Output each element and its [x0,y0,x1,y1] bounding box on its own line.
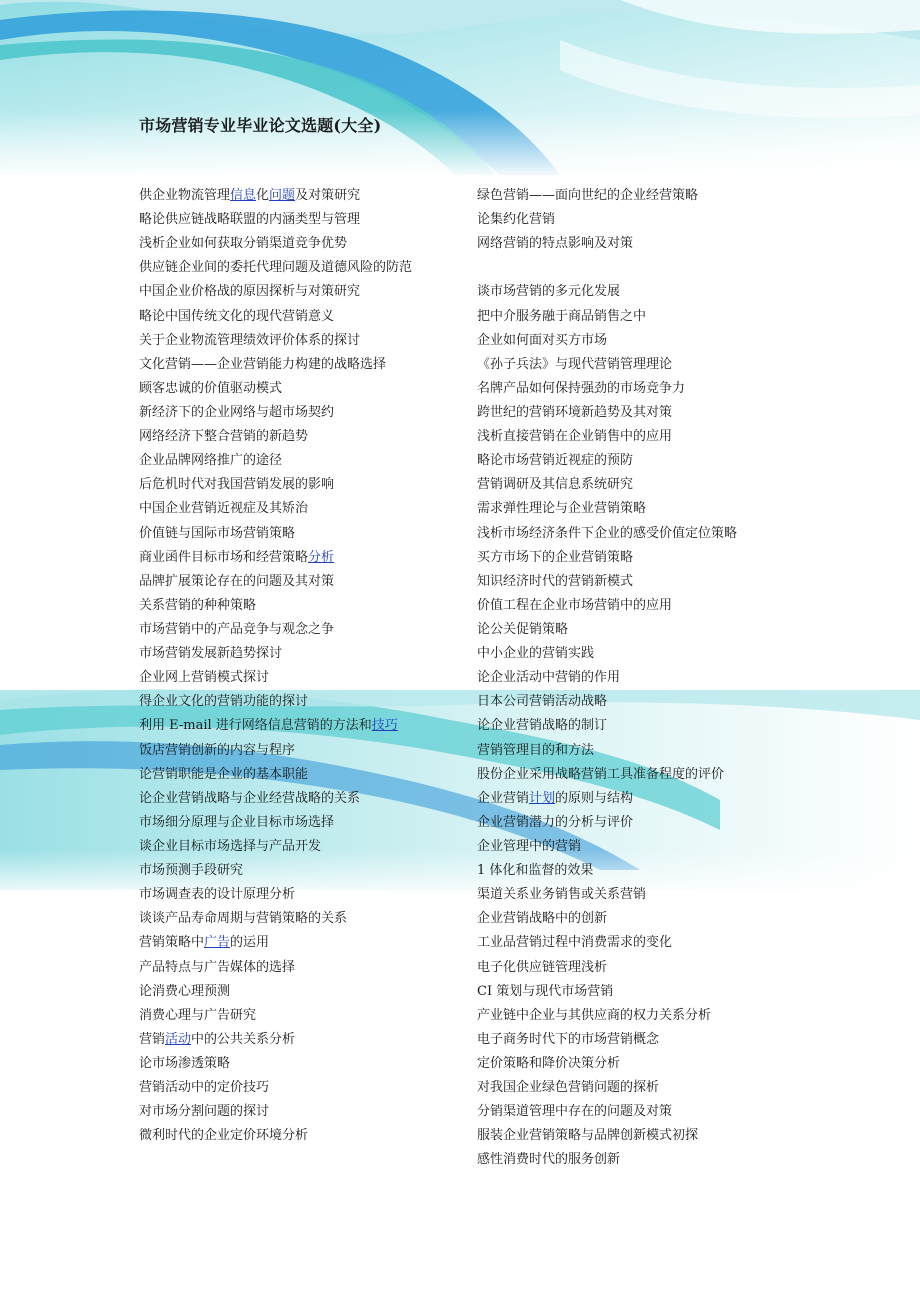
topic-item [477,522,777,546]
topic-keyword-link[interactable]: 广告 [204,935,231,951]
topic-item [477,377,777,401]
topic-text: 微利时代的企业定价环境分析 [139,1128,309,1144]
topic-text: 营销活动中的定价技巧 [139,1080,270,1096]
topic-text: 对我国企业绿色营销问题的探析 [477,1080,660,1096]
topic-text: 论市场渗透策略 [139,1055,231,1071]
topic-text: 企业营销 [477,790,530,806]
topic-text: 企业管理中的营销 [477,838,582,854]
topic-text: 浅析市场经济条件下企业的感受价值定位策略 [477,525,738,541]
topic-item [139,811,469,835]
topic-text: 谈企业目标市场选择与产品开发 [139,838,322,854]
topic-text: 的原则与结构 [555,790,634,806]
topic-text: 消费心理与广告研究 [139,1007,257,1023]
topic-item [477,1004,777,1028]
topic-item [477,401,777,425]
topic-text: 电子化供应链管理浅析 [477,959,608,975]
topic-text: 论企业营销战略与企业经营战略的关系 [139,790,361,806]
topic-item [477,763,777,787]
topic-text: 市场细分原理与企业目标市场选择 [139,814,335,830]
topic-item [477,1148,777,1172]
topic-item [139,401,469,425]
topic-text: 买方市场下的企业营销策略 [477,549,634,565]
topic-text: 新经济下的企业网络与超市场契约 [139,404,335,420]
topic-text: 浅析企业如何获取分销渠道竞争优势 [139,236,348,252]
topic-text: 价值工程在企业市场营销中的应用 [477,597,673,613]
topic-text: 定价策略和降价决策分析 [477,1055,621,1071]
topic-text: 企业营销战略中的创新 [477,911,608,927]
topic-text: 略论市场营销近视症的预防 [477,453,634,469]
topic-item [477,739,777,763]
topic-item [139,618,469,642]
topic-item [477,642,777,666]
topic-item [477,1076,777,1100]
topic-item [477,305,777,329]
topic-text: 利用 E-mail 进行网络信息营销的方法和 [139,718,372,734]
topic-item [477,256,777,280]
topic-item [477,1052,777,1076]
topic-item [477,907,777,931]
topic-text: 论企业活动中营销的作用 [477,670,621,686]
topic-item [139,1028,469,1052]
topic-text: 电子商务时代下的市场营销概念 [477,1031,660,1047]
topic-text: 分销渠道管理中存在的问题及对策 [477,1104,673,1120]
topic-text: 营销调研及其信息系统研究 [477,477,634,493]
topic-text: 论集约化营销 [477,212,556,228]
topic-keyword-link[interactable]: 分析 [308,549,335,565]
topic-text: 得企业文化的营销功能的探讨 [139,694,309,710]
topic-keyword-link[interactable]: 技巧 [371,718,398,734]
page-title: 市场营销专业毕业论文选题(大全) [139,116,382,135]
topic-text: 价值链与国际市场营销策略 [139,525,296,541]
topic-text: 文化营销——企业营销能力构建的战略选择 [139,356,387,372]
topic-item [477,353,777,377]
topic-item [139,473,469,497]
topic-item [477,449,777,473]
topic-text: 化 [256,188,270,203]
topic-text: 市场营销中的产品竞争与观念之争 [139,621,335,637]
topic-item [477,208,777,232]
topic-text: 网络经济下整合营销的新趋势 [139,429,309,445]
topic-text: 中国企业营销近视症及其矫治 [139,501,309,517]
topic-text: 品牌扩展策论存在的问题及其对策 [139,573,335,589]
topic-text: 产品特点与广告媒体的选择 [139,959,296,975]
topic-item [477,787,777,811]
topic-item [139,522,469,546]
topic-text: 感性消费时代的服务创新 [477,1152,621,1168]
topic-text: 浅析直接营销在企业销售中的应用 [477,429,673,445]
topic-item [139,497,469,521]
topic-item [139,1004,469,1028]
topic-text: 知识经济时代的营销新模式 [477,573,634,589]
topic-text: 中小企业的营销实践 [477,646,595,662]
topic-item [139,449,469,473]
left-topic-list [139,184,469,1148]
topic-text: 供应链企业间的委托代理问题及道德风险的防范 [139,260,413,276]
topic-item [139,425,469,449]
topic-item [477,232,777,256]
topic-item [477,859,777,883]
topic-text: 略论供应链战略联盟的内涵类型与管理 [139,212,361,228]
topic-text: 论企业营销战略的制订 [477,718,608,734]
topic-text: 企业如何面对买方市场 [477,332,608,348]
topic-text: 企业网上营销模式探讨 [139,670,270,686]
topic-item [477,1028,777,1052]
topic-text: 把中介服务融于商品销售之中 [477,308,647,324]
topic-text: 中国企业价格战的原因探析与对策研究 [139,284,361,300]
topic-item [477,184,777,208]
topic-item [139,280,469,304]
topic-item [139,232,469,256]
topic-text: 需求弹性理论与企业营销策略 [477,501,647,517]
topic-item [139,353,469,377]
topic-item [139,739,469,763]
topic-item [139,570,469,594]
topic-item [477,666,777,690]
topic-text: 论营销职能是企业的基本职能 [139,766,309,782]
topic-text: 论公关促销策略 [477,621,569,637]
topic-item [139,1076,469,1100]
topic-text: 及对策研究 [295,188,361,203]
topic-keyword-link[interactable]: 问题 [269,188,296,203]
topic-item [477,1100,777,1124]
topic-item [139,1124,469,1148]
topic-text: 谈市场营销的多元化发展 [477,284,621,300]
topic-item [139,329,469,353]
topic-item [139,256,469,280]
topic-item [139,907,469,931]
topic-text: 营销策略中 [139,935,205,951]
topic-item [139,377,469,401]
topic-text: 中的公共关系分析 [191,1031,296,1047]
topic-item [139,1100,469,1124]
topic-item [139,980,469,1004]
topic-text: 略论中国传统文化的现代营销意义 [139,308,335,324]
topic-text: 跨世纪的营销环境新趋势及其对策 [477,404,673,420]
topic-text: 渠道关系业务销售或关系营销 [477,887,647,903]
topic-text: 谈谈产品寿命周期与营销策略的关系 [139,911,348,927]
topic-text: 的运用 [230,935,270,951]
topic-item [477,714,777,738]
topic-item [139,859,469,883]
topic-item [139,787,469,811]
topic-item [139,305,469,329]
topic-item [477,980,777,1004]
topic-item [139,690,469,714]
topic-item [477,690,777,714]
topic-text: 绿色营销——面向世纪的企业经营策略 [477,188,699,203]
topic-item [477,594,777,618]
topic-item [139,714,469,738]
topic-item [139,1052,469,1076]
topic-text: 关于企业物流管理绩效评价体系的探讨 [139,332,361,348]
topic-item [477,956,777,980]
topic-text: 饭店营销创新的内容与程序 [139,742,296,758]
topic-item [477,931,777,955]
topic-text: 市场预测手段研究 [139,863,244,879]
topic-text: 服装企业营销策略与品牌创新模式初探 [477,1128,699,1144]
topic-text: 论消费心理预测 [139,983,231,999]
topic-text: 1 体化和监督的效果 [477,863,594,879]
topic-item [139,184,469,208]
topic-text: 网络营销的特点影响及对策 [477,236,634,252]
topic-item [139,546,469,570]
topic-text: 对市场分割问题的探讨 [139,1104,270,1120]
topic-text: 顾客忠诚的价值驱动模式 [139,380,283,396]
topic-text: 营销管理目的和方法 [477,742,595,758]
topic-item [139,666,469,690]
topic-item [139,763,469,787]
topic-item [477,425,777,449]
topic-keyword-link[interactable]: 活动 [165,1031,192,1047]
topic-item [477,1124,777,1148]
topic-text: 工业品营销过程中消费需求的变化 [477,935,673,951]
topic-item [139,594,469,618]
topic-item [139,956,469,980]
topic-text: 商业函件目标市场和经营策略 [139,549,309,565]
topic-item [139,883,469,907]
topic-item [139,931,469,955]
topic-item [477,811,777,835]
topic-text: 《孙子兵法》与现代营销管理理论 [477,356,673,372]
topic-text: 关系营销的种种策略 [139,597,257,613]
topic-text: 后危机时代对我国营销发展的影响 [139,477,335,493]
topic-text: 企业品牌网络推广的途径 [139,453,283,469]
topic-text: 市场营销发展新趋势探讨 [139,646,283,662]
topic-text: 名牌产品如何保持强劲的市场竞争力 [477,380,686,396]
topic-text: CI 策划与现代市场营销 [477,983,614,999]
topic-keyword-link[interactable]: 计划 [529,790,556,806]
topic-item [139,642,469,666]
topic-item [139,835,469,859]
topic-item [477,280,777,304]
topic-item [477,473,777,497]
topic-text: 产业链中企业与其供应商的权力关系分析 [477,1007,712,1023]
topic-item [139,208,469,232]
topic-item [477,570,777,594]
topic-text: 企业营销潜力的分析与评价 [477,814,634,830]
topic-text: 股份企业采用战略营销工具准备程度的评价 [477,766,725,782]
topic-text: 供企业物流管理 [139,188,231,203]
topic-item [477,835,777,859]
topic-text: 营销 [139,1031,166,1047]
topic-item [477,497,777,521]
topic-item [477,546,777,570]
topic-keyword-link[interactable]: 信息 [230,188,257,203]
topic-item [477,618,777,642]
topic-item [477,329,777,353]
topic-item [477,883,777,907]
topic-text: 日本公司营销活动战略 [477,694,608,710]
right-topic-list [477,184,777,1172]
topic-text: 市场调查表的设计原理分析 [139,887,296,903]
